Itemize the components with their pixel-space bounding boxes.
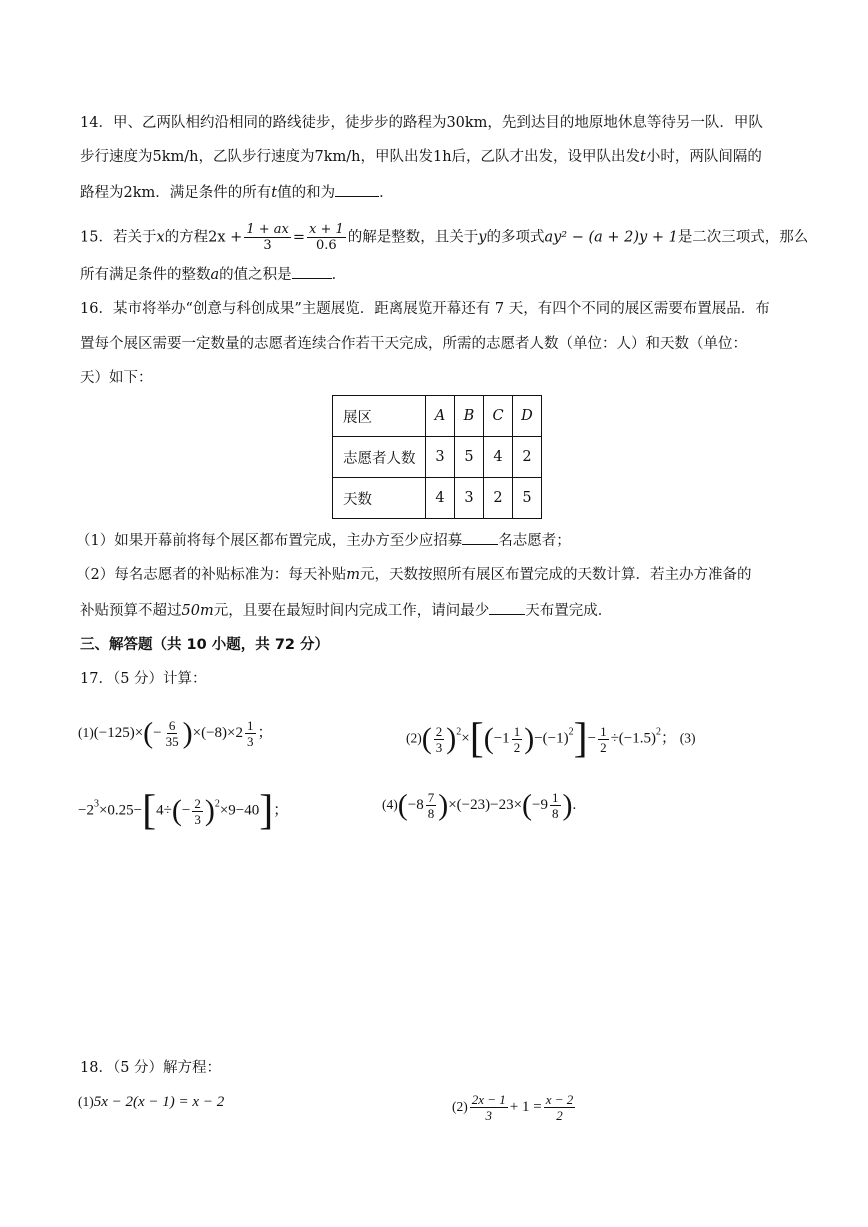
q18-equation-2 <box>452 1092 577 1123</box>
table-cell: 志愿者人数 <box>333 437 426 478</box>
q17-e2-c: − <box>587 730 597 747</box>
q17-e2-fraction-2 <box>598 724 609 755</box>
q15-line2-end: ． <box>331 267 347 283</box>
q18-e2-mid: + 1 = <box>509 1098 542 1115</box>
q17-e3-a: −2 <box>78 802 94 819</box>
right-paren-icon: ) <box>204 794 215 827</box>
q17-e2-frac2-den: 2 <box>600 739 607 755</box>
q17-e4-mixed2-den: 8 <box>552 806 559 821</box>
q15-fraction-1 <box>244 222 291 253</box>
q16-part2-line2 <box>80 600 612 621</box>
left-paren-icon: ( <box>397 788 408 822</box>
q17-e4-mixed2-num: 1 <box>552 790 559 805</box>
q16-line1: 16．某市将举办“创意与科创成果”主题展览．距离展览开幕还有 7 天，有四个不同的展区需要布置展品．布 <box>80 301 770 317</box>
q18-equation-1 <box>78 1092 224 1112</box>
q17-e1-label: (1) <box>78 724 94 740</box>
q15-text-c: 的解是整数，且关于 <box>347 229 479 246</box>
q17-e3-frac-den: 3 <box>194 811 201 827</box>
q17-e4-b: ×(−23)−23× <box>448 796 523 813</box>
table-header-cell: A <box>426 396 455 437</box>
table-cell: 5 <box>455 437 484 478</box>
right-paren-icon: ) <box>524 722 535 755</box>
q14-line2-text-a: 步行速度为5km/h，乙队步行速度为7km/h，甲队出发1h后，乙队才出发，设甲队出发 <box>80 149 641 165</box>
table-header-cell: C <box>484 396 513 437</box>
left-paren-icon: ( <box>483 722 494 755</box>
left-paren-icon: ( <box>522 788 533 822</box>
q15-text-a: 15．若关于 <box>80 229 157 246</box>
q17-e2-label: (2) <box>406 730 422 746</box>
q17-expression-1: (1)(−125)×(− $\frac{6}{35}$ )×(−8)×2 $\frac{1}{3}$ ； <box>78 716 273 750</box>
q18-e2-den: 3 <box>485 1108 493 1123</box>
section-heading: 三、解答题（共 10 小题，共 72 分） <box>80 637 330 653</box>
q17-e1-mixed-num: 1 <box>247 718 254 733</box>
table-cell: 3 <box>426 437 455 478</box>
left-bracket-icon: [ <box>142 788 157 834</box>
left-paren-icon: ( <box>171 794 182 827</box>
table-header-row <box>333 396 542 437</box>
q17-e1-end: ； <box>257 724 273 741</box>
q14-line1: 14．甲、乙两队相约沿相同的路线徒步，徒步步的路程为30km，先到达目的地原地休息等待另一队．甲队 <box>80 115 763 131</box>
q17-e2-frac2-num: 1 <box>600 723 607 739</box>
q16-p1-text-b: 名志愿者； <box>498 533 571 549</box>
q15-eq-sign: = <box>292 229 305 246</box>
q17-e2-frac-num: 2 <box>435 723 443 739</box>
q16-p1-answer-blank[interactable] <box>462 530 498 545</box>
q17-e4-mixed-fraction <box>426 790 437 821</box>
q15-f2-den: 0.6 <box>316 238 337 253</box>
q15-var-y: y <box>478 229 487 246</box>
right-paren-icon: ) <box>446 722 457 755</box>
q17-e3-d: ×9−40 <box>219 802 260 819</box>
q17-e2-b: −(−1) <box>534 730 569 747</box>
left-bracket-icon: [ <box>469 716 484 762</box>
q17-e3-end: ； <box>273 802 289 819</box>
table-cell: 4 <box>484 437 513 478</box>
q17-e1-mixed-den: 3 <box>247 734 254 749</box>
q17-e4-c: −9 <box>532 796 549 813</box>
q18-e2-num2: x − 2 <box>545 1092 574 1107</box>
q15-text-e: 是二次三项式，那么 <box>677 229 809 246</box>
right-paren-icon: ) <box>562 788 573 822</box>
q17-e2-fraction <box>434 724 445 755</box>
q16-part2-line1 <box>76 565 751 585</box>
q15-f1-den: 3 <box>263 238 272 253</box>
q14-line3-end: ． <box>379 185 394 201</box>
q15-line1 <box>80 222 808 253</box>
table-cell: 3 <box>455 478 484 519</box>
q17-e1-fraction <box>164 718 181 749</box>
right-paren-icon: ) <box>438 788 449 822</box>
q16-p1-text-a: （1）如果开幕前将每个展区都布置完成，主办方至少应招募 <box>76 533 463 549</box>
q15-line2-text-a: 所有满足条件的整数 <box>80 267 211 283</box>
q17-e4-mixed-den: 8 <box>427 806 435 821</box>
q17-e1-b: ×(−8)×2 <box>192 724 244 741</box>
q15-text-d: 的多项式 <box>486 229 545 246</box>
q17-e4-end: . <box>572 796 577 813</box>
left-paren-icon: ( <box>421 722 432 755</box>
table-cell: 2 <box>484 478 513 519</box>
q15-var-a: a <box>210 267 220 283</box>
q18-e1-label: (1) <box>78 1094 94 1109</box>
table-header-cell: D <box>513 396 542 437</box>
q17-e2-mixed-fraction <box>512 724 523 755</box>
table-cell: 2 <box>513 437 542 478</box>
q17-e2-mixed-den: 2 <box>513 739 521 755</box>
q17-e2-exponent: 2 <box>568 726 574 738</box>
q15-polynomial: ay² − (a + 2)y + 1 <box>544 229 678 246</box>
table-row <box>333 437 542 478</box>
q17-expression-2: (2)( $\frac{2}{3}$ )$^2$×[(−1 $\frac{1}{2}$ )$-(-1)^2]-$ $\frac{1}{2}$ $\div(-1.5)^2$； (3) <box>406 716 696 762</box>
q17-e4-mixed-num: 7 <box>427 790 435 805</box>
left-paren-icon: ( <box>143 716 154 750</box>
q16-p2-text-d: 元，且要在最短时间内完成工作，请问最少 <box>213 603 490 619</box>
q18-e2-label: (2) <box>452 1098 468 1114</box>
q16-part1 <box>76 530 571 551</box>
q15-f1-num: 1 + ax <box>246 222 289 237</box>
q16-p2-answer-blank[interactable] <box>489 600 525 615</box>
q16-p2-text-e: 天布置完成． <box>525 603 613 619</box>
q15-fraction-2 <box>307 222 346 253</box>
q14-line2 <box>80 147 762 167</box>
q17-e1-mixed-fraction <box>245 718 256 749</box>
q15-f2-num: x + 1 <box>308 222 344 237</box>
q16-p2-text-b: 元，天数按照所有展区布置完成的天数计算．若主办方准备的 <box>359 567 752 583</box>
q16-p2-text-a: （2）每名志愿者的补贴标准为：每天补贴 <box>76 567 347 583</box>
q17-e3-c: 4÷ <box>156 802 172 819</box>
q18-title: 18．（5 分）解方程： <box>80 1060 222 1076</box>
q17-e2-frac-den: 3 <box>435 739 443 755</box>
q15-eq-left: 2x + <box>208 229 243 246</box>
q17-e3-exponent: 2 <box>214 798 220 810</box>
q18-e2-num: 2x − 1 <box>471 1092 506 1107</box>
q14-var-t: t <box>640 149 646 165</box>
q14-line3 <box>80 182 394 203</box>
q17-e1-frac-den: 35 <box>165 734 179 749</box>
q14-line3-text-b: 值的和为 <box>277 185 336 201</box>
q16-line3: 天）如下： <box>80 370 153 386</box>
q17-e1-frac-num: 6 <box>168 718 176 733</box>
q17-e3-exponent: 3 <box>93 798 99 810</box>
q17-e2-exponent: 2 <box>456 726 462 738</box>
q17-e2-a: −1 <box>493 730 510 747</box>
q17-e1-a: (−125)× <box>93 724 144 741</box>
table-cell: 天数 <box>333 478 426 519</box>
exhibit-table <box>332 395 542 519</box>
table-header-cell: B <box>455 396 484 437</box>
q17-expression-4 <box>382 790 576 821</box>
q16-line2: 置每个展区需要一定数量的志愿者连续合作若干天完成，所需的志愿者人数（单位：人）和天数（单位： <box>80 336 747 352</box>
q14-line2-text-b: 小时，两队间隔的 <box>645 149 762 165</box>
q14-line3-text-a: 路程为2km．满足条件的所有 <box>80 185 272 201</box>
q17-e4-label: (4) <box>382 796 398 812</box>
q17-e4-a: −8 <box>407 796 424 813</box>
q17-e2-exponent: 2 <box>656 726 662 738</box>
table-cell: 4 <box>426 478 455 519</box>
q18-e2-den2: 2 <box>556 1108 563 1123</box>
q16-p2-text-c: 补贴预算不超过 <box>80 603 182 619</box>
q18-e2-fraction-2 <box>544 1092 576 1123</box>
q17-e4-mixed-fraction-2 <box>550 790 561 821</box>
q17-e2-d: ÷(−1.5) <box>610 730 657 747</box>
table-row <box>333 478 542 519</box>
q16-var-m: m <box>346 567 360 583</box>
table-header-cell: 展区 <box>333 396 426 437</box>
q17-title: 17．（5 分）计算： <box>80 671 207 687</box>
q14-var-t2: t <box>271 185 278 201</box>
q15-line2-text-b: 的值之积是 <box>219 267 292 283</box>
right-bracket-icon: ] <box>573 716 588 762</box>
q15-text-b: 的方程 <box>164 229 209 246</box>
q15-var-x: x <box>156 229 165 246</box>
q14-answer-blank[interactable] <box>335 182 379 197</box>
q17-e3-label: (3) <box>679 730 696 746</box>
right-paren-icon: ) <box>182 716 193 750</box>
q15-line2 <box>80 264 346 285</box>
table-cell: 5 <box>513 478 542 519</box>
q18-e2-fraction <box>470 1092 508 1123</box>
q16-budget: 50m <box>181 603 214 619</box>
q17-e3-b: ×0.25− <box>98 802 143 819</box>
q17-e2-end: ； <box>661 730 677 747</box>
q17-e2-mixed-num: 1 <box>513 723 521 739</box>
q18-e1: 5x − 2(x − 1) = x − 2 <box>93 1094 225 1110</box>
q17-e3-fraction <box>192 796 203 827</box>
q17-e3-frac-num: 2 <box>194 795 201 811</box>
q15-answer-blank[interactable] <box>292 264 332 279</box>
right-bracket-icon: ] <box>259 788 274 834</box>
q17-expression-3: $-2^3\times 0.25-[4\div(-$ $\frac{2}{3}$ )$^2$×9−40]； <box>78 788 289 834</box>
